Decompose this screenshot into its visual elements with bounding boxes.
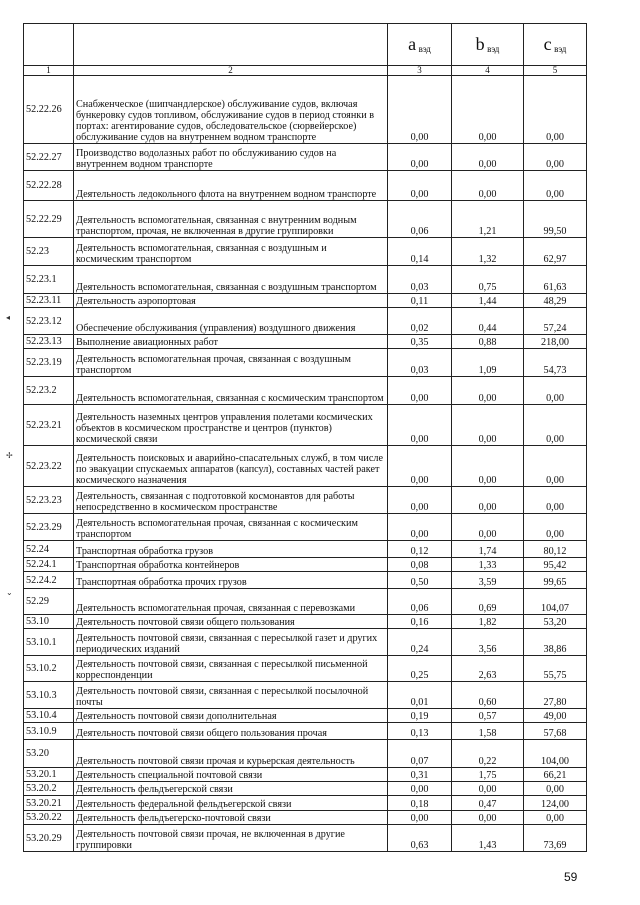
row-value-c: 99,65 <box>524 572 587 589</box>
row-value-b: 1,21 <box>452 201 524 238</box>
row-value-b: 0,00 <box>452 377 524 405</box>
row-code: 52.23.19 <box>24 349 74 377</box>
header-a-sub: вэд <box>418 43 431 54</box>
page-number: 59 <box>564 870 578 884</box>
row-value-c: 0,00 <box>524 487 587 514</box>
row-value-c: 0,00 <box>524 171 587 201</box>
row-value-a: 0,11 <box>388 294 452 308</box>
row-description: Деятельность вспомогательная прочая, связанная с воздушным транспортом <box>74 349 388 377</box>
row-value-a: 0,00 <box>388 171 452 201</box>
row-description: Деятельность специальной почтовой связи <box>74 768 388 782</box>
row-code: 53.20.1 <box>24 768 74 782</box>
table-row <box>24 709 587 723</box>
table-row <box>24 76 587 144</box>
row-description: Деятельность почтовой связи общего пользования <box>74 615 388 629</box>
table-row <box>24 294 587 308</box>
row-value-b: 0,44 <box>452 308 524 335</box>
row-description: Деятельность фельдъегерско-почтовой связи <box>74 811 388 825</box>
table-row <box>24 446 587 487</box>
row-code: 53.10.2 <box>24 656 74 682</box>
row-value-c: 99,50 <box>524 201 587 238</box>
table-row <box>24 572 587 589</box>
row-code: 53.20.22 <box>24 811 74 825</box>
row-code: 52.29 <box>24 589 74 615</box>
row-value-c: 61,63 <box>524 266 587 294</box>
row-value-a: 0,19 <box>388 709 452 723</box>
table-row <box>24 349 587 377</box>
row-value-a: 0,02 <box>388 308 452 335</box>
row-value-c: 80,12 <box>524 541 587 558</box>
row-value-b: 0,69 <box>452 589 524 615</box>
row-code: 53.10.1 <box>24 629 74 656</box>
row-value-b: 0,22 <box>452 740 524 768</box>
row-value-b: 0,00 <box>452 405 524 446</box>
table-row <box>24 825 587 852</box>
row-description: Деятельность почтовой связи, связанная с пересылкой газет и других периодических изданий <box>74 629 388 656</box>
row-code: 52.23.1 <box>24 266 74 294</box>
row-value-b: 0,00 <box>452 811 524 825</box>
row-value-c: 27,80 <box>524 682 587 709</box>
row-value-b: 1,82 <box>452 615 524 629</box>
row-value-a: 0,08 <box>388 558 452 572</box>
margin-mark: ◂ <box>6 313 11 322</box>
row-value-a: 0,00 <box>388 487 452 514</box>
row-description: Деятельность ледокольного флота на внутреннем водном транспорте <box>74 171 388 201</box>
row-value-c: 218,00 <box>524 335 587 349</box>
table-row <box>24 656 587 682</box>
row-value-a: 0,01 <box>388 682 452 709</box>
row-description: Транспортная обработка прочих грузов <box>74 572 388 589</box>
row-value-c: 0,00 <box>524 811 587 825</box>
row-value-c: 54,73 <box>524 349 587 377</box>
row-value-b: 3,56 <box>452 629 524 656</box>
row-value-a: 0,00 <box>388 514 452 541</box>
row-value-a: 0,13 <box>388 723 452 740</box>
row-value-b: 0,00 <box>452 171 524 201</box>
row-description: Деятельность почтовой связи общего пользования прочая <box>74 723 388 740</box>
row-value-b: 1,33 <box>452 558 524 572</box>
row-value-c: 0,00 <box>524 76 587 144</box>
header-cell-b <box>452 24 524 66</box>
header-row <box>24 24 587 66</box>
row-description: Снабженческое (шипчандлерское) обслуживание судов, включая бункеровку судов топливом, обслуживание судов в период стоянки в портах: агентирование судов, обследовательское (сюрвейерское) обслуживание судов на внутреннем водном транспорте <box>74 76 388 144</box>
table-row <box>24 201 587 238</box>
row-code: 52.23 <box>24 238 74 266</box>
row-description: Деятельность вспомогательная, связанная с космическим транспортом <box>74 377 388 405</box>
row-value-b: 0,57 <box>452 709 524 723</box>
column-number-row <box>24 66 587 76</box>
row-value-a: 0,06 <box>388 589 452 615</box>
row-code: 52.23.21 <box>24 405 74 446</box>
row-description: Деятельность, связанная с подготовкой космонавтов для работы непосредственно в космическом пространстве <box>74 487 388 514</box>
row-description: Деятельность почтовой связи прочая, не включенная в другие группировки <box>74 825 388 852</box>
row-code: 53.10.3 <box>24 682 74 709</box>
row-value-c: 104,00 <box>524 740 587 768</box>
table-row <box>24 796 587 811</box>
row-description: Деятельность почтовой связи, связанная с пересылкой письменной корреспонденции <box>74 656 388 682</box>
table-row <box>24 541 587 558</box>
table-row <box>24 308 587 335</box>
row-value-a: 0,31 <box>388 768 452 782</box>
row-description: Деятельность наземных центров управления полетами космических объектов в космическом пространстве и центров (пунктов) космической связи <box>74 405 388 446</box>
row-value-b: 1,75 <box>452 768 524 782</box>
row-description: Транспортная обработка контейнеров <box>74 558 388 572</box>
row-code: 52.23.12 <box>24 308 74 335</box>
row-description: Деятельность вспомогательная прочая, связанная с космическим транспортом <box>74 514 388 541</box>
row-code: 52.24.1 <box>24 558 74 572</box>
table-row <box>24 782 587 796</box>
row-value-c: 49,00 <box>524 709 587 723</box>
row-value-c: 0,00 <box>524 514 587 541</box>
table-row <box>24 558 587 572</box>
row-code: 53.20.2 <box>24 782 74 796</box>
row-value-c: 48,29 <box>524 294 587 308</box>
column-number: 2 <box>74 66 388 76</box>
table-row <box>24 740 587 768</box>
table-row <box>24 768 587 782</box>
row-value-c: 104,07 <box>524 589 587 615</box>
row-value-a: 0,06 <box>388 201 452 238</box>
row-code: 52.22.29 <box>24 201 74 238</box>
row-value-c: 0,00 <box>524 782 587 796</box>
row-code: 52.23.13 <box>24 335 74 349</box>
row-description: Деятельность вспомогательная прочая, связанная с перевозками <box>74 589 388 615</box>
row-value-a: 0,25 <box>388 656 452 682</box>
row-value-a: 0,00 <box>388 446 452 487</box>
row-code: 53.10 <box>24 615 74 629</box>
table-row <box>24 682 587 709</box>
row-value-a: 0,00 <box>388 782 452 796</box>
header-b-sub: вэд <box>487 43 500 54</box>
row-value-a: 0,00 <box>388 144 452 171</box>
row-value-b: 0,00 <box>452 487 524 514</box>
row-value-b: 0,00 <box>452 76 524 144</box>
header-c-symbol: c <box>543 33 552 54</box>
row-description: Выполнение авиационных работ <box>74 335 388 349</box>
table-row <box>24 335 587 349</box>
row-value-a: 0,00 <box>388 405 452 446</box>
row-value-a: 0,35 <box>388 335 452 349</box>
table-row <box>24 723 587 740</box>
margin-mark: ✢ <box>6 451 13 460</box>
row-value-b: 1,43 <box>452 825 524 852</box>
row-code: 52.23.22 <box>24 446 74 487</box>
row-value-b: 1,32 <box>452 238 524 266</box>
table-row <box>24 238 587 266</box>
table-row <box>24 629 587 656</box>
table-row <box>24 811 587 825</box>
row-value-a: 0,03 <box>388 266 452 294</box>
row-value-b: 0,47 <box>452 796 524 811</box>
row-value-c: 57,24 <box>524 308 587 335</box>
row-code: 52.23.23 <box>24 487 74 514</box>
row-code: 52.23.11 <box>24 294 74 308</box>
row-value-b: 0,88 <box>452 335 524 349</box>
row-description: Деятельность вспомогательная, связанная с внутренним водным транспортом, прочая, не включенная в другие группировки <box>74 201 388 238</box>
row-code: 52.24.2 <box>24 572 74 589</box>
row-description: Транспортная обработка грузов <box>74 541 388 558</box>
row-value-a: 0,16 <box>388 615 452 629</box>
table-row <box>24 514 587 541</box>
row-value-c: 53,20 <box>524 615 587 629</box>
row-description: Деятельность поисковых и аварийно-спасательных служб, в том числе по эвакуации спускаемых аппаратов (капсул), составных частей ракет космического назначения <box>74 446 388 487</box>
row-value-b: 2,63 <box>452 656 524 682</box>
row-value-c: 95,42 <box>524 558 587 572</box>
table-row <box>24 377 587 405</box>
row-value-c: 0,00 <box>524 144 587 171</box>
row-value-a: 0,18 <box>388 796 452 811</box>
row-description: Деятельность вспомогательная, связанная с воздушным и космическим транспортом <box>74 238 388 266</box>
row-value-a: 0,24 <box>388 629 452 656</box>
row-value-c: 0,00 <box>524 377 587 405</box>
row-value-b: 1,58 <box>452 723 524 740</box>
header-b-symbol: b <box>475 33 485 54</box>
row-value-a: 0,50 <box>388 572 452 589</box>
row-code: 53.10.4 <box>24 709 74 723</box>
row-value-a: 0,00 <box>388 76 452 144</box>
row-description: Деятельность федеральной фельдъегерской связи <box>74 796 388 811</box>
table-row <box>24 171 587 201</box>
row-value-c: 73,69 <box>524 825 587 852</box>
table-row <box>24 615 587 629</box>
row-code: 52.22.28 <box>24 171 74 201</box>
row-value-c: 66,21 <box>524 768 587 782</box>
row-value-a: 0,00 <box>388 811 452 825</box>
header-c-sub: вэд <box>554 43 567 54</box>
coefficients-table <box>23 23 587 852</box>
row-value-c: 124,00 <box>524 796 587 811</box>
row-value-a: 0,07 <box>388 740 452 768</box>
row-value-c: 0,00 <box>524 446 587 487</box>
row-value-b: 0,00 <box>452 514 524 541</box>
table-row <box>24 266 587 294</box>
row-value-b: 0,00 <box>452 144 524 171</box>
column-number: 1 <box>24 66 74 76</box>
row-value-a: 0,00 <box>388 377 452 405</box>
row-value-b: 1,09 <box>452 349 524 377</box>
table-row <box>24 144 587 171</box>
row-code: 52.22.26 <box>24 76 74 144</box>
column-number: 3 <box>388 66 452 76</box>
row-value-a: 0,12 <box>388 541 452 558</box>
row-value-c: 55,75 <box>524 656 587 682</box>
row-code: 52.23.2 <box>24 377 74 405</box>
row-value-c: 38,86 <box>524 629 587 656</box>
row-code: 52.22.27 <box>24 144 74 171</box>
row-value-b: 1,74 <box>452 541 524 558</box>
header-a-symbol: a <box>408 33 417 54</box>
row-code: 53.20.21 <box>24 796 74 811</box>
row-value-c: 0,00 <box>524 405 587 446</box>
row-value-a: 0,03 <box>388 349 452 377</box>
row-value-b: 0,00 <box>452 446 524 487</box>
header-cell-desc <box>74 24 388 66</box>
row-description: Деятельность почтовой связи прочая и курьерская деятельность <box>74 740 388 768</box>
row-description: Обеспечение обслуживания (управления) воздушного движения <box>74 308 388 335</box>
row-value-b: 3,59 <box>452 572 524 589</box>
header-cell-code <box>24 24 74 66</box>
row-description: Деятельность вспомогательная, связанная с воздушным транспортом <box>74 266 388 294</box>
row-code: 53.20 <box>24 740 74 768</box>
table-row <box>24 487 587 514</box>
row-description: Деятельность почтовой связи дополнительная <box>74 709 388 723</box>
table-body <box>24 24 587 852</box>
row-value-a: 0,14 <box>388 238 452 266</box>
row-description: Деятельность почтовой связи, связанная с пересылкой посылочной почты <box>74 682 388 709</box>
header-cell-a <box>388 24 452 66</box>
table-row <box>24 589 587 615</box>
row-value-b: 0,60 <box>452 682 524 709</box>
row-value-b: 1,44 <box>452 294 524 308</box>
row-description: Деятельность аэропортовая <box>74 294 388 308</box>
row-code: 52.24 <box>24 541 74 558</box>
column-number: 5 <box>524 66 587 76</box>
row-description: Производство водолазных работ по обслуживанию судов на внутреннем водном транспорте <box>74 144 388 171</box>
margin-mark: ⌄ <box>6 588 13 597</box>
row-description: Деятельность фельдъегерской связи <box>74 782 388 796</box>
table-row <box>24 405 587 446</box>
row-code: 53.20.29 <box>24 825 74 852</box>
row-value-b: 0,00 <box>452 782 524 796</box>
row-value-c: 62,97 <box>524 238 587 266</box>
row-value-b: 0,75 <box>452 266 524 294</box>
row-value-c: 57,68 <box>524 723 587 740</box>
row-value-a: 0,63 <box>388 825 452 852</box>
header-cell-c <box>524 24 587 66</box>
row-code: 53.10.9 <box>24 723 74 740</box>
row-code: 52.23.29 <box>24 514 74 541</box>
column-number: 4 <box>452 66 524 76</box>
